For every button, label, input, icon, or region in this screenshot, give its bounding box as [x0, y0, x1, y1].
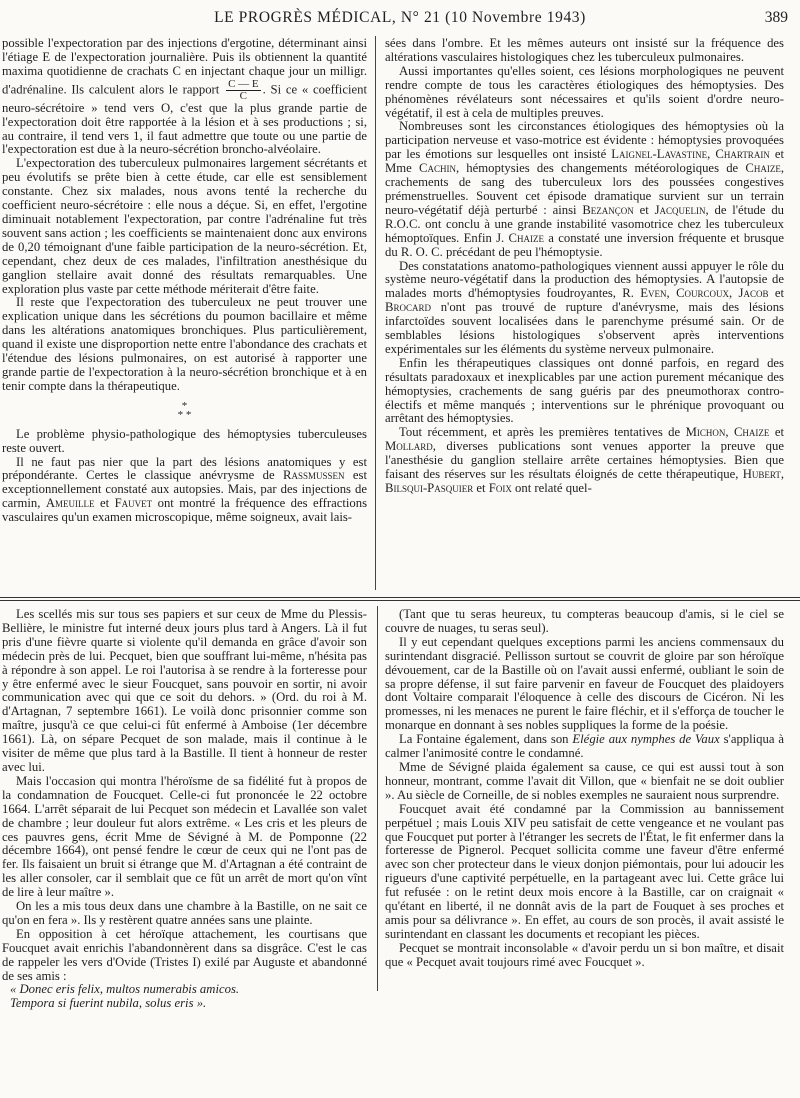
section-asterism: * * * — [177, 399, 192, 421]
text-run: ont montré la fréquence des effractions vasculaires qu'un examen microscopique, même soigneux, avait lais- — [2, 496, 368, 525]
latin-verse-line: « Donec eris felix, multos numerabis amicos. — [10, 982, 240, 997]
author-name: Courcoux — [676, 286, 730, 301]
author-name: Fauvet — [114, 496, 153, 511]
text-run: . Si ce « coefficient neuro-sécrétoire » tend vers O, c'est que la plus grande partie de l'expectoration doit être rapportée à la lésion et à ses productions ; si, au contraire, il tend vers 1, il faut admettre que toute ou une partie de l'expectoration est due à la neuro-sécrétion broncho-alvéolaire. — [2, 82, 367, 157]
author-name: Brocard — [385, 300, 431, 315]
text-run: , — [666, 286, 670, 301]
author-name: Foix — [488, 481, 512, 495]
latin-verse-line: Tempora si fuerint nubila, solus eris ». — [10, 996, 207, 1011]
text-run: est exceptionnellement constaté aux autopsies. Mais, par des injections de carmin, — [2, 468, 368, 511]
text-run: , diverses publications sont venues apporter la preuve que l'anesthésie du ganglion stellaire arrête certaines hémoptysies. Bien que faisant des réserves sur les résultats éloignés de cette thérapeutique, — [385, 439, 784, 482]
text-run: , de l'étude du R.O.C. ont conclu à une grande instabilité vasomotrice chez les tuberculeux hémoptoïques. Enfin J. — [385, 202, 785, 245]
text-run: et — [639, 202, 649, 217]
text-run: , — [725, 425, 729, 440]
text-run: a constaté une inversion fréquente et brusque du R. O. C. précédant de peu l'hémoptysie. — [385, 230, 785, 259]
text-run: Nombreuses sont les circonstances étiologiques des hémoptysies où la participation nerveuse et vaso-motrice est évidente : hémoptysies provoquées par les émotions sur lesquelles ont insisté — [385, 119, 784, 162]
paragraph: Le problème physio-pathologique des hémoptysies tuberculeuses reste ouvert. — [2, 426, 367, 455]
text-run: , crachements de sang des tuberculeux lors des poussées congestives prémenstruelles. Souvent cet épisode dramatique survient sur un terrain neuro-végétatif déjà perturbé : ainsi — [385, 161, 784, 217]
text-run: n'ont pas trouvé de rupture d'anévrysme, mais des lésions infarctoïdes souvent localisées dans le parenchyme présumé sain. Or de semblables lésions histologiques s'observent après interventions expérimentales sur les éléments du système nerveux pulmonaire. — [385, 300, 784, 356]
paragraph: L'expectoration des tuberculeux pulmonaires largement sécrétants et peu évolutifs se prête bien à cette étude, car elle est sensiblement constante. Chez six malades, nous avons tenté la recherche du coefficient neuro-sécrétoire : elle nous a déçue. Si, en effet, l'ergotine diminuait notablement l'expectoration, par contre l'adrénaline fut très souvent sans action ; les coefficients se maintenaient donc aux environs de 0,20 témoignant d'une faible participation de la neuro-sécrétion. Et, cependant, chez deux de ces malades, l'infiltration anesthésique du ganglion stellaire avait donné des résultats remarquables. Une exploration plus vaste par cette méthode mériterait d'être faite. — [2, 156, 367, 296]
text-run: et — [774, 425, 785, 440]
column-divider-bottom — [377, 606, 378, 991]
author-name: Hubert — [742, 467, 781, 482]
paragraph: Enfin les thérapeutiques classiques ont donné parfois, en regard des résultats paradoxaux et inexplicables par une action purement mécanique des hémoptysies, crachements de sang guéris par des pneumothorax contro-électifs et même manqués ; interventions sur le phrénique provoquant ou arrêtant des hémoptysies. — [385, 355, 784, 426]
author-name: Chaize — [733, 425, 770, 440]
section-rule-lower — [0, 600, 800, 601]
paragraph: Aussi importantes qu'elles soient, ces lésions morphologiques ne peuvent rendre compte de tous les caractères étiologiques des hémoptysies. Des phénomènes révélateurs sont nécessaires et qu'ils soient d'ordre neuro-végétatif, il est à cela de multiples preuves. — [385, 63, 784, 120]
paragraph — [385, 733, 784, 761]
fraction-numerator: C — E — [228, 77, 259, 90]
author-name: Bilsqui-Pasquier — [385, 481, 474, 495]
article-column-bottom-right — [385, 608, 784, 992]
author-name: Rassmussen — [283, 468, 345, 483]
paragraph — [2, 37, 367, 157]
page-number: 389 — [764, 9, 788, 26]
text-run: Des constatations anatomo-pathologiques viennent aussi appuyer le rôle du système neuro-végétatif dans la production des hémoptysies. A l'autopsie de malades morts d'hémoptysies foudroyantes, R. — [385, 258, 784, 301]
author-name: Laignel-Lavastine — [611, 147, 708, 162]
paragraph — [385, 120, 784, 259]
author-name: Jacob — [738, 286, 769, 301]
work-title: Elégie aux nymphes de Vaux — [572, 732, 720, 747]
text-run: , — [780, 467, 784, 482]
article-column-top-left — [2, 37, 367, 589]
author-name: Cachin — [418, 161, 456, 176]
author-name: Michon — [685, 425, 726, 440]
article-column-bottom-left — [2, 607, 367, 1011]
text-run: et — [476, 481, 486, 495]
journal-header-title: LE PROGRÈS MÉDICAL, N° 21 (10 Novembre 1943) — [214, 9, 586, 26]
text-run: ont relaté quel- — [515, 481, 592, 495]
section-rule-upper — [0, 597, 800, 598]
author-name: Ameuille — [45, 496, 95, 511]
author-name: Mollard — [385, 439, 433, 454]
paragraph: Mme de Sévigné plaida également sa cause, ce qui est aussi tout à son honneur, montrant, comme l'avait dit Villon, que « bienfait ne se doit oublier ». Au siècle de Corneille, de si nobles exemples ne sauraient nous surprendre. — [385, 759, 784, 802]
paragraph — [385, 426, 784, 496]
paragraph: Mais l'occasion qui montra l'héroïsme de sa fidélité fut à propos de la condamnation de Foucquet. Celle-ci fut prononcée le 22 octobre 1664. L'arrêt séparait de lui Pecquet son médecin et Lavallée son valet de chambre ; leur douleur fut alors extrême. « Les cris et les pleurs de ces pauvres gens, écrit Mme de Sévigné à M. de Pomponne (22 décembre 1664), ont pensé fendre le cœur de ceux qui ne l'ont pas de fer. Ils faisaient un bruit si étrange que M. d'Artagnan a été contraint de les aller consoler, car il semblait que ce fût un arrêt de mort qu'on vînt de lire à leur maître ». — [2, 773, 367, 900]
article-column-top-right — [385, 37, 784, 589]
text-run: , hémoptysies des changements météorologiques de — [455, 161, 739, 176]
paragraph: Les scellés mis sur tous ses papiers et sur ceux de Mme du Plessis-Bellière, le ministre fut interné deux jours plus tard à Angers. Là il fut pris d'une fièvre quarte si violente qu'il demanda en grâce d'avoir son médecin près de lui. Pecquet, bien que souffrant lui-même, n'hésita pas à répondre à son appel. Le roi l'autorisa à se rendre à la forteresse pour y être enfermé avec le sieur Foucquet, sans pouvoir en sortir, ni avoir communication avec qui que ce soit du dehors. » (Ord. du roi à M. d'Artagnan, 7 septembre 1661). Le voilà donc prisonnier comme son maître, jusqu'à ce que celui-ci fût enfermé à Amboise (1er décembre 1661). Là, on sépare Pecquet de son malade, mais il continue à le visiter de même que plus tard à la Bastille. Il tient à honneur de rester avec lui. — [2, 607, 367, 774]
paragraph: Pecquet se montrait inconsolable « d'avoir perdu un si bon maître, et disait que « Pecquet avait toujours rimé avec Foucquet ». — [385, 940, 784, 969]
author-name: Chartrain — [715, 147, 770, 162]
ratio-fraction — [226, 79, 261, 102]
text-run: et Mme — [385, 147, 785, 176]
text-run: et — [99, 496, 110, 511]
text-run: s'appliqua à calmer l'animosité contre le condamné. — [385, 732, 785, 761]
paragraph: Foucquet avait été condamné par la Commission au bannissement perpétuel ; mais Louis XIV peu satisfait de cette vengeance et ne voulant pas que Foucquet put porter à l'étranger les secrets de l'État, le fit enfermer dans la forteresse de Pignerol. Pecquet sollicita comme une faveur d'être enfermé avec son cher protecteur dans le vieux donjon piémontais, pour lui adoucir les rigueurs d'une captivité perpétuelle, en la partageant avec lui. Cette grâce lui fut refusée : on le retint deux mois encore à la Bastille, car on craignait « qu'étant en liberté, il ne donnât avis de la part de Fouquet à ses proches et amis pour sa délivrance ». En effet, au cours de son procès, il avait assisté le surintendant en classant les documents et recopiant les pièces. — [385, 801, 784, 941]
author-name: Even — [640, 286, 667, 301]
paragraph: (Tant que tu seras heureux, tu compteras beaucoup d'amis, si le ciel se couvre de nuages, tu seras seul). — [385, 607, 784, 635]
paragraph: En opposition à cet héroïque attachement, les courtisans que Foucquet avait enrichis l'abandonnèrent dans sa disgrâce. C'est le cas de rappeler les vers d'Ovide (Tristes I) exilé par Auguste et abandonné de ses amis : — [2, 926, 367, 983]
author-name: Jacquelin — [654, 202, 706, 217]
running-head — [0, 9, 800, 29]
fraction-denominator: C — [239, 89, 248, 102]
text-run: Il ne faut pas nier que la part des lésions anatomiques y est prépondérante. Certes le classique anévrysme de — [2, 454, 367, 483]
paragraph — [385, 260, 784, 357]
text-run: et — [774, 286, 785, 301]
author-name: Chaize — [508, 230, 544, 245]
text-run: possible l'expectoration par des injections d'ergotine, déterminant ainsi l'étiage E de l'expectoration journalière. Puis ils obtiennent la quantité maxima quotidienne de crachats C en injectant chaque jour un milligr. d'adrénaline. Ils calculent alors le rapport — [2, 36, 367, 97]
paragraph: Il y eut cependant quelques exceptions parmi les anciens commensaux du surintendant disgracié. Pellisson surtout se couvrit de gloire par son héroïque dévouement, car de la Bastille où on l'avait aussi enfermé, oubliant le soin de sa propre défense, il sut faire parvenir en faveur de Foucquet des plaidoyers dont Voltaire comparait l'éloquence à celle des discours de Cicéron. Ni les promesses, ni les menaces ne purent le faire fléchir, et il s'efforça de toucher le monarque en donnant à ses nobles suppliques la forme de la poésie. — [385, 634, 784, 733]
column-divider-top — [375, 36, 376, 590]
paragraph — [2, 456, 367, 526]
text-run: La Fontaine également, dans son — [399, 732, 569, 747]
text-run: Tout récemment, et après les premières tentatives de — [399, 425, 681, 440]
paragraph: sées dans l'ombre. Et les mêmes auteurs ont insisté sur la fréquence des altérations vasculaires histologiques chez les tuberculeux pulmonaires. — [385, 36, 784, 64]
text-run: , — [729, 286, 733, 301]
author-name: Bezançon — [582, 202, 634, 217]
text-run: , — [707, 147, 711, 162]
paragraph: Il reste que l'expectoration des tuberculeux ne peut trouver une explication unique dans les sécrétions du poumon bacillaire et même dans les altérations anatomiques bronchiques. Plus particulièrement, quand il existe une disproportion nette entre l'abondance des crachats et l'étendue des lésions pulmonaires, on est autorisé à rapporter une grande partie de l'expectoration à la neuro-sécrétion bronchique et à en tenir compte dans la thérapeutique. — [2, 295, 367, 393]
paragraph: On les a mis tous deux dans une chambre à la Bastille, on ne sait ce qu'on en fera ». Ils y restèrent quatre années sans une plainte. — [2, 899, 367, 927]
author-name: Chaize — [745, 161, 781, 176]
